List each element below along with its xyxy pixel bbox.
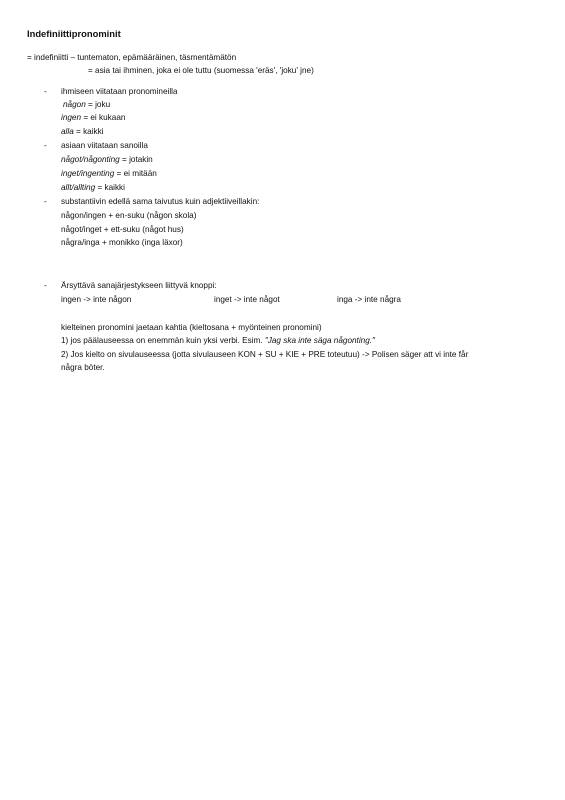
page-title: Indefiniittipronominit [27,28,121,39]
nouns-line: några/inga + monikko (inga läxor) [61,238,183,247]
definition-line-1: = indefiniitti – tuntematon, epämääräinen, täsmentämätön [27,53,237,62]
bullet-dash: - [44,87,47,96]
nouns-line: något/inget + ett-suku (något hus) [61,225,184,234]
nouns-line: någon/ingen + en-suku (någon skola) [61,211,197,220]
word-order-header: Ärsyttävä sanajärjestykseen liittyvä knoppi: [61,281,217,290]
word-order-example: ingen -> inte någon [61,295,132,304]
word-order-rule-2: 2) Jos kielto on sivulauseessa (jotta sivulauseen KON + SU + KIE + PRE toteutuu) -> Polisen säger att vi inte får [61,350,469,359]
things-item-inget: inget/ingenting = ei mitään [61,169,157,178]
word-order-example: inga -> inte några [337,295,401,304]
nouns-header: substantiivin edellä sama taivutus kuin adjektiiveillakin: [61,197,260,206]
bullet-dash: - [44,281,47,290]
people-item-alla: alla = kaikki [61,127,104,136]
bullet-dash: - [44,197,47,206]
people-item-nagon: någon = joku [63,100,111,109]
word-order-rule-2-continued: några böter. [61,363,105,372]
things-header: asiaan viitataan sanoilla [61,141,148,150]
word-order-example: inget -> inte något [214,295,280,304]
things-item-allt: allt/allting = kaikki [61,183,125,192]
people-header: ihmiseen viitataan pronomineilla [61,87,178,96]
word-order-rule-1: 1) jos päälauseessa on enemmän kuin yksi verbi. Esim. "Jag ska inte säga någonting." [61,336,375,345]
things-item-nagot: något/någonting = jotakin [61,155,153,164]
bullet-dash: - [44,141,47,150]
definition-line-2: = asia tai ihminen, joka ei ole tuttu (suomessa 'eräs', 'joku' jne) [88,66,314,75]
word-order-intro: kielteinen pronomini jaetaan kahtia (kieltosana + myönteinen pronomini) [61,323,322,332]
people-item-ingen: ingen = ei kukaan [61,113,126,122]
